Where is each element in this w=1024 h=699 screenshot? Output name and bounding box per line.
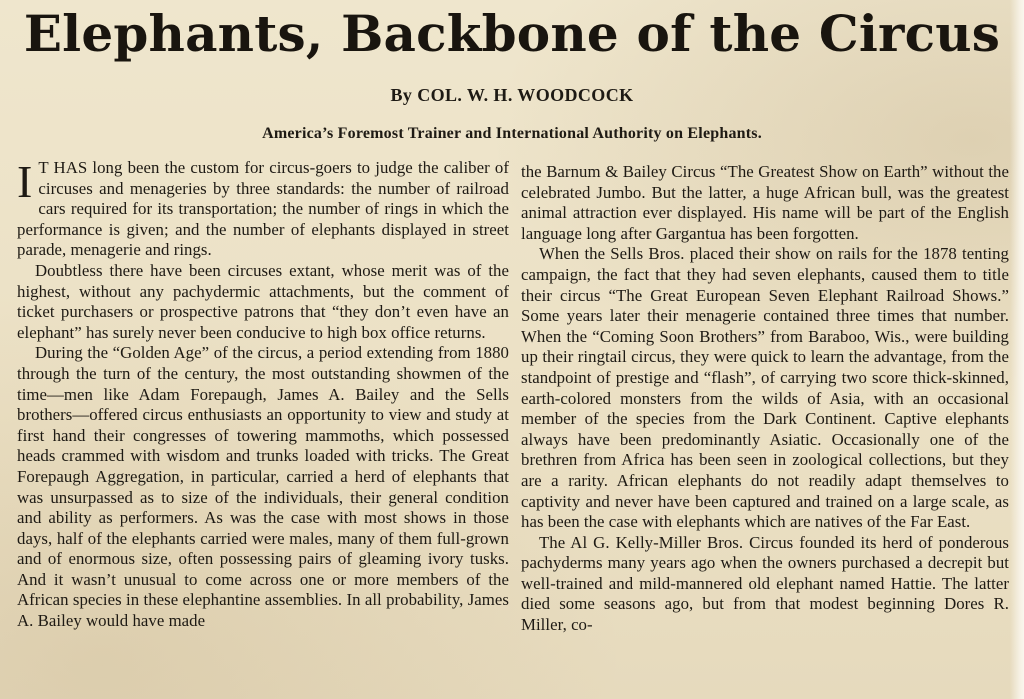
paragraph: When the Sells Bros. placed their show on rails for the 1878 tenting campaign, the fact that they had seven elephants, caused them to title their circus “The Great European Seven Elephant Railroad Shows.” Some years later their menagerie contained three times that number. When the “Coming Soon Brothers” from Baraboo, Wis., were building up their ringtail circus, they were quick to learn the advantage, from the standpoint of prestige and “flash”, of carrying two score thick-skinned, earth-colored monsters from the wilds of Asia, with an occasional member of the species from the Dark Continent. Captive elephants always have been predominantly Asiatic. Occasionally one of the brethren from Africa has been seen in zoological collections, but they are a rarity. African elephants do not readily adapt themselves to captivity and never have been captured and trained on a large scale, as has been the case with elephants which are natives of the Far East. (521, 244, 1009, 532)
paragraph (17, 158, 509, 261)
paragraph: During the “Golden Age” of the circus, a period extending from 1880 through the turn of the century, the most outstanding showmen of the time—men like Adam Forepaugh, James A. Bailey and the Sells brothers—offered circus enthusiasts an opportunity to view and study at first hand their congresses of towering mammoths, which possessed heads crammed with wisdom and trunks loaded with tricks. The Great Forepaugh Aggregation, in particular, carried a herd of elephants that was unsurpassed as to size of the individuals, their general condition and ability as performers. As was the case with most shows in those days, half of the elephants carried were males, many of them full-grown and of enormous size, often possessing pairs of gleaming ivory tusks. And it wasn’t unusual to come across one or more members of the African species in these elephantine assemblies. In all probability, James A. Bailey would have made (17, 343, 509, 631)
paragraph-text: T HAS long been the custom for circus-goers to judge the caliber of circuses and menageries by three standards: the number of railroad cars required for its transportation; the number of rings in which the performance is given; and the number of elephants displayed in street parade, menagerie and rings. (17, 158, 509, 260)
drop-cap: I (17, 156, 33, 207)
paragraph: the Barnum & Bailey Circus “The Greatest Show on Earth” without the celebrated Jumbo. But the latter, a huge African bull, was the greatest animal attraction ever displayed. His name will be part of the English language long after Gargantua has been forgotten. (521, 162, 1009, 243)
author-subtitle: America’s Foremost Trainer and International Authority on Elephants. (262, 125, 762, 142)
article-headline: Elephants, Backbone of the Circus (23, 4, 1001, 63)
article-column-left (17, 158, 509, 632)
paragraph: Doubtless there have been circuses extant, whose merit was of the highest, without any pachydermic attachments, but the comment of ticket purchasers or prospective patrons that “they don’t even have an elephant” has surely never been conducive to high box office returns. (17, 260, 509, 342)
paragraph: The Al G. Kelly-Miller Bros. Circus founded its herd of ponderous pachyderms many years ago when the owners purchased a decrepit but well-trained and mild-mannered old elephant named Hattie. The latter died some seasons ago, but from that modest beginning Dores R. Miller, co- (521, 532, 1009, 635)
article-column-right (521, 162, 1009, 636)
article-byline: By COL. W. H. WOODCOCK (390, 85, 634, 105)
